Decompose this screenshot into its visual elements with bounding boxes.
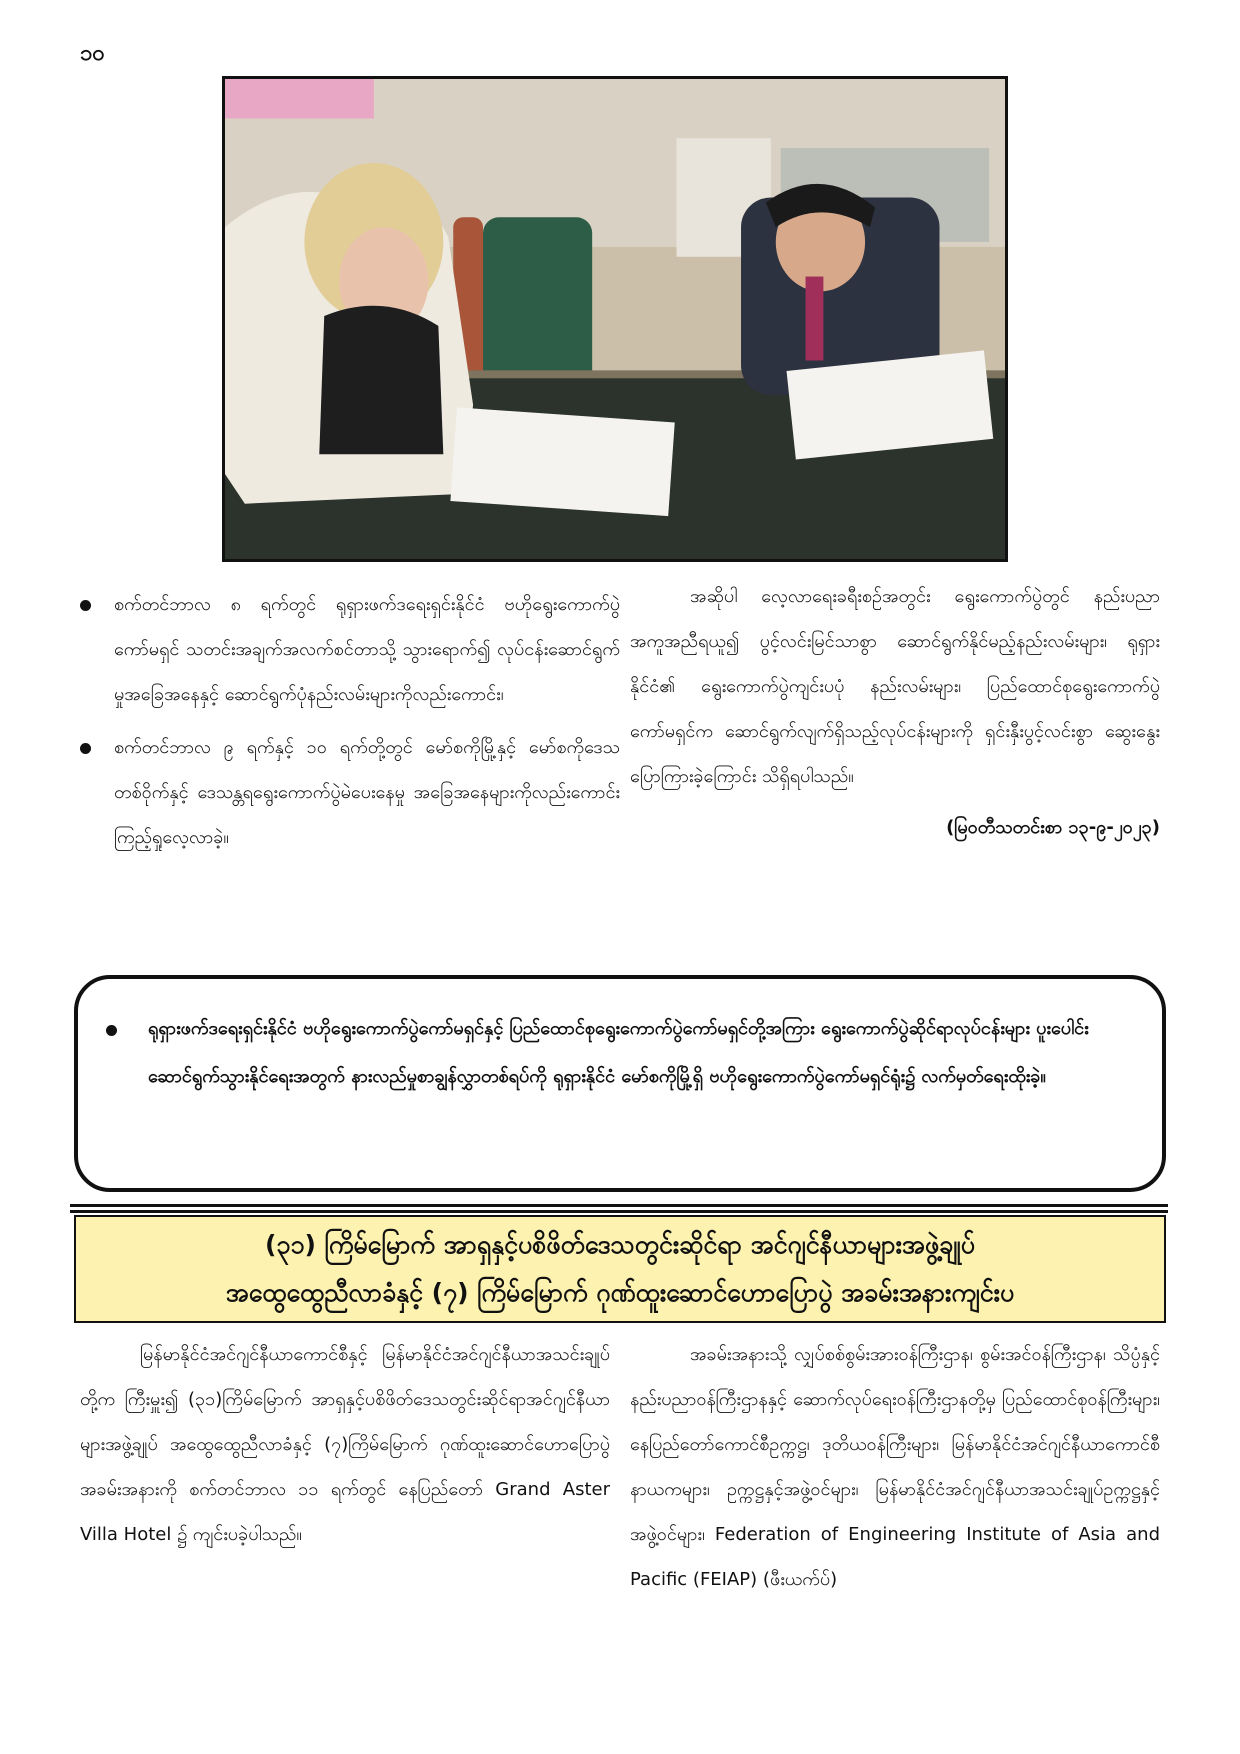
highlight-box [74, 975, 1166, 1192]
list-item: စက်တင်ဘာလ ၈ ရက်တွင် ရုရှားဖက်ဒရေးရှင်းနိုင်ငံ ဗဟိုရွေးကောက်ပွဲကော်မရှင် သတင်းအချက်အလက်စင်တာသို့ သွားရောက်၍ လုပ်ငန်းဆောင်ရွက်မှုအခြေအနေနှင့် ဆောင်ရွက်ပုံနည်းလမ်းများကိုလည်းကောင်း၊ [80, 582, 620, 717]
list-item: စက်တင်ဘာလ ၉ ရက်နှင့် ၁၀ ရက်တို့တွင် မော်စကိုမြို့နှင့် မော်စကိုဒေသတစ်ဝိုက်နှင့် ဒေသန္တရရွေးကောက်ပွဲမဲပေးနေမှု အခြေအနေများကိုလည်းကောင်း ကြည့်ရှုလေ့လာခဲ့။ [80, 725, 620, 860]
source-citation: (မြဝတီသတင်းစာ ၁၃-၉-၂၀၂၃) [946, 817, 1160, 838]
heading-line-2: အထွေထွေညီလာခံနှင့် (၇) ကြိမ်မြောက် ဂုဏ်ထူးဆောင်ဟောပြောပွဲ အခမ်းအနားကျင်းပ [225, 1278, 1015, 1307]
divider [70, 1204, 1168, 1207]
photo-icon [225, 79, 1005, 559]
right-column [630, 574, 1160, 850]
article-paragraph: အခမ်းအနားသို့ လျှပ်စစ်စွမ်းအားဝန်ကြီးဌာန၊ စွမ်းအင်ဝန်ကြီးဌာန၊ သိပ္ပံနှင့် နည်းပညာဝန်ကြီးဌာနနှင့် ဆောက်လုပ်ရေးဝန်ကြီးဌာနတို့မှ ပြည်ထောင်စုဝန်ကြီးများ၊ နေပြည်တော်ကောင်စီဥက္ကဋ္ဌ၊ ဒုတိယဝန်ကြီးများ၊ မြန်မာနိုင်ငံအင်ဂျင်နီယာကောင်စီ နာယကများ၊ ဥက္ကဋ္ဌနှင့်အဖွဲ့ဝင်များ၊ မြန်မာနိုင်ငံအင်ဂျင်နီယာအသင်းချုပ်ဥက္ကဋ္ဌနှင့် အဖွဲ့ဝင်များ၊ Federation of Engineering Institute of Asia and Pacific (FEIAP) (ဖီးယက်ပ်) [630, 1344, 1160, 1590]
divider [70, 1210, 1168, 1213]
section-heading [74, 1215, 1166, 1323]
page-number: ၁၀ [80, 41, 105, 66]
highlight-text: ရုရှားဖက်ဒရေးရှင်းနိုင်ငံ ဗဟိုရွေးကောက်ပွဲကော်မရှင်နှင့် ပြည်ထောင်စုရွေးကောက်ပွဲကော်မရှင်တို့အကြား ရွေးကောက်ပွဲဆိုင်ရာလုပ်ငန်းများ ပူးပေါင်းဆောင်ရွက်သွားနိုင်ရေးအတွက် နားလည်မှုစာချွန်လွှာတစ်ရပ်ကို ရုရှားနိုင်ငံ မော်စကိုမြို့ရှိ ဗဟိုရွေးကောက်ပွဲကော်မရှင်ရုံး၌ လက်မှတ်ရေးထိုးခဲ့။ [102, 1005, 1138, 1101]
article-paragraph: မြန်မာနိုင်ငံအင်ဂျင်နီယာကောင်စီနှင့် မြန်မာနိုင်ငံအင်ဂျင်နီယာအသင်းချုပ်တို့က ကြီးမှူး၍ (၃၁)ကြိမ်မြောက် အာရှနှင့်ပစိဖိတ်ဒေသတွင်းဆိုင်ရာအင်ဂျင်နီယာများအဖွဲ့ချုပ် အထွေထွေညီလာခံနှင့် (၇)ကြိမ်မြောက် ဂုဏ်ထူးဆောင်ဟောပြောပွဲ အခမ်းအနားကို စက်တင်ဘာလ ၁၁ ရက်တွင် နေပြည်တော် Grand Aster Villa Hotel ၌ ကျင်းပခဲ့ပါသည်။ [80, 1344, 610, 1545]
signing-photo [222, 76, 1008, 562]
article-paragraph: အဆိုပါ လေ့လာရေးခရီးစဉ်အတွင်း ရွေးကောက်ပွဲတွင် နည်းပညာအကူအညီရယူ၍ ပွင့်လင်းမြင်သာစွာ ဆောင်ရွက်နိုင်မည့်နည်းလမ်းများ၊ ရုရှားနိုင်ငံ၏ ရွေးကောက်ပွဲကျင်းပပုံ နည်းလမ်းများ၊ ပြည်ထောင်စုရွေးကောက်ပွဲကော်မရှင်က ဆောင်ရွက်လျက်ရှိသည့်လုပ်ငန်းများကို ရှင်းနှီးပွင့်လင်းစွာ ဆွေးနွေးပြောကြားခဲ့ကြောင်း သိရှိရပါသည်။ [630, 586, 1160, 787]
article-right-column [630, 1332, 1160, 1602]
article-left-column [80, 1332, 610, 1557]
left-column [80, 582, 620, 868]
heading-line-1: (၃၁) ကြိမ်မြောက် အာရှနှင့်ပစိဖိတ်ဒေသတွင်းဆိုင်ရာ အင်ဂျင်နီယာများအဖွဲ့ချုပ် [264, 1230, 976, 1259]
